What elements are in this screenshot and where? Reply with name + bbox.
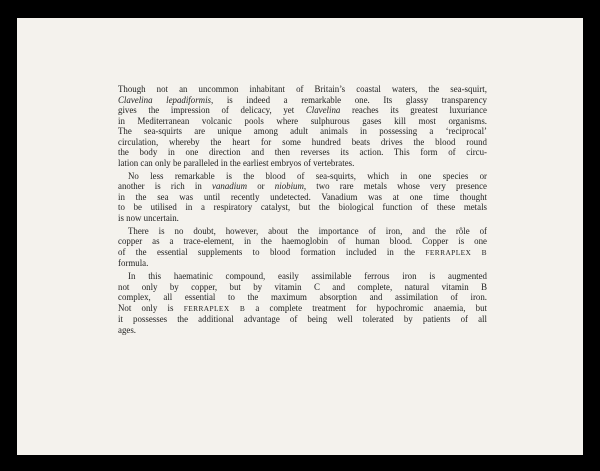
paragraph	[118, 271, 487, 335]
text-run: ages.	[118, 324, 136, 335]
text-run: There is no doubt, however, about the importance of iron, and the rôle of	[128, 225, 487, 236]
text-line	[118, 226, 487, 237]
text-line	[118, 202, 487, 213]
text-run: gives the impression of delicacy, yet	[118, 105, 306, 115]
text-run: reaches its greatest luxuriance	[340, 105, 488, 115]
text-run: in Mediterranean volcanic pools where sulphurous gases kill most organisms.	[118, 115, 487, 126]
text-run: , is indeed a remarkable one. Its glassy transparency	[211, 94, 487, 105]
text-run: , two rare metals whose very presence	[303, 181, 487, 191]
text-run: in the sea was until recently undetected. Vanadium was at one time thought	[118, 191, 487, 202]
paper-page	[17, 18, 583, 455]
text-line	[118, 147, 487, 158]
text-line	[118, 236, 487, 247]
text-run: a complete treatment for hypochromic anaemia, but	[245, 302, 487, 313]
text-run: another is rich in	[118, 181, 212, 191]
text-run: the body in one direction and then reverses its action. This form of circu-	[118, 147, 487, 157]
text-run: complex, all essential to the maximum absorption and assimilation of iron.	[118, 292, 487, 302]
text-line	[118, 247, 487, 259]
text-run: Though not an uncommon inhabitant of Britain’s coastal waters, the sea-squirt,	[118, 84, 487, 94]
text-run: it possesses the additional advantage of being well tolerated by patients of all	[118, 314, 487, 324]
italic-term: Clavelina lepadiformis	[118, 94, 211, 105]
product-name: FERRAPLEX B	[425, 247, 487, 257]
text-run: circulation, whereby the heart for some hundred beats drives the blood round	[118, 136, 487, 147]
text-run: No less remarkable is the blood of sea-squirts, which in one species or	[128, 170, 487, 181]
text-line	[118, 105, 487, 116]
text-run: of the essential supplements to blood formation included in the	[118, 246, 426, 257]
text-run: In this haematinic compound, easily assimilable ferrous iron is augmented	[128, 271, 487, 281]
text-line	[118, 271, 487, 282]
text-line	[118, 84, 487, 95]
text-line	[118, 181, 487, 192]
text-line	[118, 282, 487, 293]
text-line	[118, 95, 487, 106]
text-line	[118, 314, 487, 325]
text-line	[118, 126, 487, 137]
text-line	[118, 213, 487, 224]
paragraph	[118, 171, 487, 224]
product-name: FERRAPLEX B	[183, 303, 246, 313]
italic-term: niobium	[274, 181, 304, 191]
italic-term: vanadium	[212, 181, 248, 191]
text-run: The sea-squirts are unique among adult animals in possessing a ‘reciprocal’	[118, 126, 487, 136]
text-line	[118, 171, 487, 182]
text-run: lation can only be paralleled in the earliest embryos of vertebrates.	[118, 157, 355, 168]
italic-term: Clavelina	[305, 105, 341, 115]
text-run: is now uncertain.	[118, 212, 179, 223]
text-line	[118, 137, 487, 148]
text-line	[118, 303, 487, 315]
text-run: not only by copper, but by vitamin C and complete, natural vitamin B	[118, 281, 487, 292]
text-run: or	[247, 181, 275, 191]
text-line	[118, 116, 487, 127]
text-run: to be utilised in a respiratory catalyst, but the biological function of these metals	[118, 202, 487, 212]
text-run: formula.	[118, 258, 149, 268]
paragraph	[118, 226, 487, 269]
text-line	[118, 292, 487, 303]
text-line	[118, 325, 487, 336]
paragraph	[118, 84, 487, 168]
text-line	[118, 258, 487, 269]
body-text	[118, 84, 487, 338]
text-run: Not only is	[118, 302, 184, 313]
text-run: copper as a trace-element, in the haemoglobin of human blood. Copper is one	[118, 236, 487, 246]
text-line	[118, 192, 487, 203]
text-line	[118, 158, 487, 169]
